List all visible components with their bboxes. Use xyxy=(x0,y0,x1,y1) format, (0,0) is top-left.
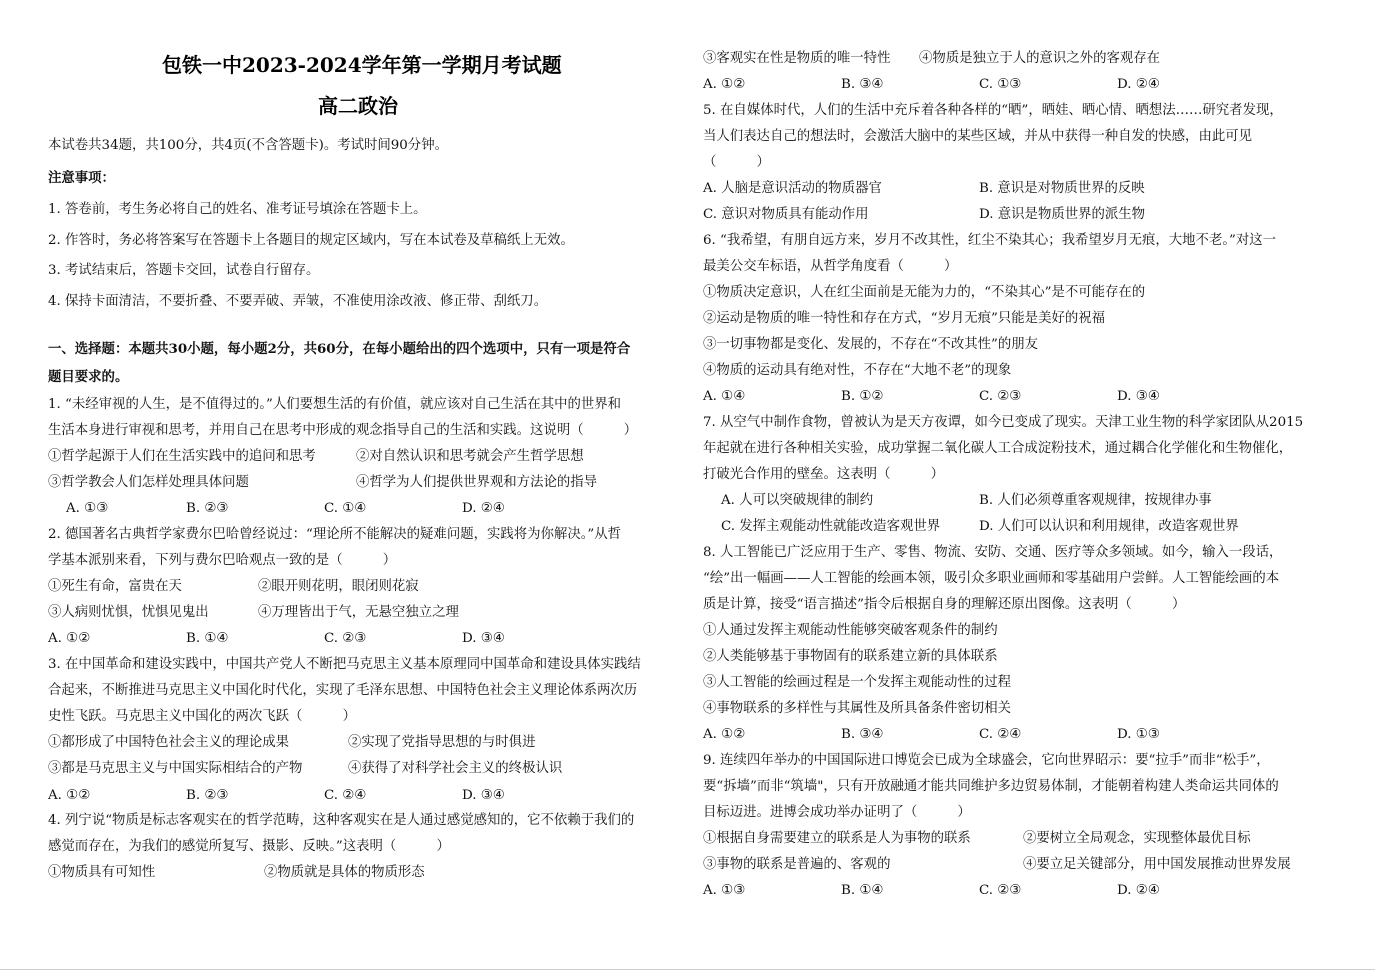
q1-stem: 1. “未经审视的人生，是不值得过的。”人们要想生活的有价值，就应该对自己生活在其中的世界和 xyxy=(48,397,622,412)
q2-statement-4: ④万理皆出于气，无悬空独立之理 xyxy=(258,605,459,620)
q5-option-d[interactable]: D. 意识是物质世界的派生物 xyxy=(979,207,1146,222)
q7-stem: 7. 从空气中制作食物，曾被认为是天方夜谭，如今已变成了现实。天津工业生物的科学家团队从2015 xyxy=(703,415,1304,430)
q1-option-a[interactable]: A. ①③ xyxy=(66,501,109,516)
q2-statement-3: ③人病则忧惧，忧惧见鬼出 xyxy=(48,605,209,620)
q9-option-a[interactable]: A. ①③ xyxy=(703,883,746,898)
notice-item: 2. 作答时，务必将答案写在答题卡上各题目的规定区域内，写在本试卷及草稿纸上无效。 xyxy=(48,233,574,248)
q6-option-d[interactable]: D. ③④ xyxy=(1117,389,1160,404)
q8-stem-cont: 质是计算，接受“语言描述”指令后根据自身的理解还原出图像。这表明（ ） xyxy=(703,597,1186,612)
notice-item: 1. 答卷前，考生务必将自己的姓名、准考证号填涂在答题卡上。 xyxy=(48,202,427,217)
q9-option-c[interactable]: C. ②③ xyxy=(979,883,1022,898)
q8-statement-4: ④事物联系的多样性与其属性及所具备条件密切相关 xyxy=(703,701,1011,716)
q3-stem-cont: 史性飞跃。马克思主义中国化的两次飞跃（ ） xyxy=(48,709,356,724)
q7-option-b[interactable]: B. 人们必须尊重客观规律，按规律办事 xyxy=(979,493,1212,508)
q9-option-d[interactable]: D. ②④ xyxy=(1117,883,1160,898)
q4-statement-2: ②物质就是具体的物质形态 xyxy=(264,865,425,880)
q8-statement-3: ③人工智能的绘画过程是一个发挥主观能动性的过程 xyxy=(703,675,1011,690)
q5-option-c[interactable]: C. 意识对物质具有能动作用 xyxy=(703,207,869,222)
q6-option-a[interactable]: A. ①④ xyxy=(703,389,746,404)
q2-statement-1: ①死生有命，富贵在天 xyxy=(48,579,182,594)
q1-statement-2: ②对自然认识和思考就会产生哲学思想 xyxy=(356,449,584,464)
q8-statement-1: ①人通过发挥主观能动性能够突破客观条件的制约 xyxy=(703,623,998,638)
q6-statement-2: ②运动是物质的唯一特性和存在方式，“岁月无痕”只能是美好的祝福 xyxy=(703,311,1106,326)
q6-option-c[interactable]: C. ②③ xyxy=(979,389,1022,404)
q6-stem-cont: 最美公交车标语，从哲学角度看（ ） xyxy=(703,259,958,274)
q4-option-b[interactable]: B. ③④ xyxy=(841,77,884,92)
q4-statement-4: ④物质是独立于人的意识之外的客观存在 xyxy=(919,51,1161,66)
q2-stem-cont: 学基本派别来看，下列与费尔巴哈观点一致的是（ ） xyxy=(48,553,397,568)
q6-statement-1: ①物质决定意识，人在红尘面前是无能为力的，“不染其心”是不可能存在的 xyxy=(703,285,1146,300)
q3-statement-4: ④获得了对科学社会主义的终极认识 xyxy=(348,761,563,776)
q7-option-c[interactable]: C. 发挥主观能动性就能改造客观世界 xyxy=(721,519,941,534)
q1-option-b[interactable]: B. ②③ xyxy=(186,501,229,516)
q1-statement-1: ①哲学起源于人们在生活实践中的追问和思考 xyxy=(48,449,316,464)
q4-statement-1: ①物质具有可知性 xyxy=(48,865,156,880)
q4-option-c[interactable]: C. ①③ xyxy=(979,77,1022,92)
q3-option-d[interactable]: D. ③④ xyxy=(462,788,505,803)
notice-item: 4. 保持卡面清洁，不要折叠、不要弄破、弄皱，不准使用涂改液、修正带、刮纸刀。 xyxy=(48,294,548,309)
q9-stem-cont: 目标迈进。进博会成功举办证明了（ ） xyxy=(703,805,971,820)
q3-statement-1: ①都形成了中国特色社会主义的理论成果 xyxy=(48,735,290,750)
q2-option-c[interactable]: C. ②③ xyxy=(324,631,367,646)
q8-stem-cont: “绘”出一幅画——人工智能的绘画本领，吸引众多职业画师和零基础用户尝鲜。人工智能绘画的本 xyxy=(703,571,1280,586)
q9-statement-1: ①根据自身需要建立的联系是人为事物的联系 xyxy=(703,831,971,846)
q3-statement-3: ③都是马克思主义与中国实际相结合的产物 xyxy=(48,761,303,776)
q5-stem-cont: （ ） xyxy=(703,155,770,170)
notice-title: 注意事项： xyxy=(48,170,115,186)
q1-option-c[interactable]: C. ①④ xyxy=(324,501,367,516)
q3-option-c[interactable]: C. ②④ xyxy=(324,788,367,803)
q1-statement-4: ④哲学为人们提供世界观和方法论的指导 xyxy=(356,475,598,490)
q8-stem: 8. 人工智能已广泛应用于生产、零售、物流、安防、交通、医疗等众多领域。如今，输入一段话， xyxy=(703,545,1283,560)
q9-statement-3: ③事物的联系是普遍的、客观的 xyxy=(703,857,891,872)
q6-option-b[interactable]: B. ①② xyxy=(841,389,884,404)
q9-statement-2: ②要树立全局观念，实现整体最优目标 xyxy=(1023,831,1251,846)
q4-stem-cont: 感觉而存在，为我们的感觉所复写、摄影、反映。”这表明（ ） xyxy=(48,839,450,854)
q2-option-d[interactable]: D. ③④ xyxy=(462,631,505,646)
q8-option-b[interactable]: B. ③④ xyxy=(841,727,884,742)
q9-statement-4: ④要立足关键部分，用中国发展推动世界发展 xyxy=(1023,857,1291,872)
q1-option-d[interactable]: D. ②④ xyxy=(462,501,505,516)
q8-statement-2: ②人类能够基于事物固有的联系建立新的具体联系 xyxy=(703,649,998,664)
q3-option-a[interactable]: A. ①② xyxy=(48,788,91,803)
q5-stem-cont: 当人们表达自己的想法时，会激活大脑中的某些区域，并从中获得一种自发的快感，由此可见 xyxy=(703,129,1253,144)
q7-stem-cont: 年起就在进行各种相关实验，成功掌握二氧化碳人工合成淀粉技术，通过耦合化学催化和生物催化， xyxy=(703,441,1293,456)
q7-stem-cont: 打破光合作用的壁垒。这表明（ ） xyxy=(703,467,945,482)
q9-stem-cont: 要“拆墙”而非“筑墙"，只有开放融通才能共同维护多边贸易体制，才能朝着构建人类命运共同体的 xyxy=(703,779,1279,794)
q7-option-a[interactable]: A. 人可以突破规律的制约 xyxy=(721,493,874,508)
subject-title: 高二政治 xyxy=(318,94,398,118)
q3-stem: 3. 在中国革命和建设实践中，中国共产党人不断把马克思主义基本原理同中国革命和建设具体实践结 xyxy=(48,657,641,672)
q2-stem: 2. 德国著名古典哲学家费尔巴哈曾经说过：“理论所不能解决的疑难问题，实践将为你解决。”从哲 xyxy=(48,527,622,542)
section-heading-cont: 题目要求的。 xyxy=(48,369,129,385)
q4-option-a[interactable]: A. ①② xyxy=(703,77,746,92)
q6-statement-3: ③一切事物都是变化、发展的，不存在“不改其性”的朋友 xyxy=(703,337,1039,352)
q7-option-d[interactable]: D. 人们可以认识和利用规律，改造客观世界 xyxy=(979,519,1239,534)
q2-option-b[interactable]: B. ①④ xyxy=(186,631,229,646)
q9-option-b[interactable]: B. ①④ xyxy=(841,883,884,898)
q5-option-a[interactable]: A. 人脑是意识活动的物质器官 xyxy=(703,181,882,196)
q8-option-c[interactable]: C. ②④ xyxy=(979,727,1022,742)
q3-statement-2: ②实现了党指导思想的与时俱进 xyxy=(348,735,536,750)
q1-stem-cont: 生活本身进行审视和思考，并用自己在思考中形成的观念指导自己的生活和实践。这说明（ ） xyxy=(48,423,638,438)
q4-stem: 4. 列宁说“物质是标志客观实在的哲学范畴，这种客观实在是人通过感觉感知的，它不依赖于我们的 xyxy=(48,813,635,828)
q3-stem-cont: 合起来，不断推进马克思主义中国化时代化，实现了毛泽东思想、中国特色社会主义理论体系两次历 xyxy=(48,683,638,698)
q2-statement-2: ②眼开则花明，眼闭则花寂 xyxy=(258,579,419,594)
q6-stem: 6. “我希望，有朋自远方来，岁月不改其性，红尘不染其心；我希望岁月无痕，大地不老。”对这一 xyxy=(703,233,1277,248)
q4-statement-3: ③客观实在性是物质的唯一特性 xyxy=(703,51,891,66)
q5-option-b[interactable]: B. 意识是对物质世界的反映 xyxy=(979,181,1145,196)
q8-option-d[interactable]: D. ①③ xyxy=(1117,727,1160,742)
q5-stem: 5. 在自媒体时代，人们的生活中充斥着各种各样的“晒”，晒娃、晒心情、晒想法……研究者发现， xyxy=(703,103,1283,118)
q9-stem: 9. 连续四年举办的中国国际进口博览会已成为全球盛会，它向世界昭示：要“拉手”而非“松手”， xyxy=(703,753,1270,768)
exam-summary: 本试卷共34题，共100分，共4页(不含答题卡)。考试时间90分钟。 xyxy=(48,138,448,153)
exam-title: 包铁一中2023-2024学年第一学期月考试题 xyxy=(162,53,562,77)
q1-statement-3: ③哲学教会人们怎样处理具体问题 xyxy=(48,475,249,490)
q6-statement-4: ④物质的运动具有绝对性，不存在“大地不老”的现象 xyxy=(703,363,1012,378)
notice-item: 3. 考试结束后，答题卡交回，试卷自行留存。 xyxy=(48,263,320,278)
q8-option-a[interactable]: A. ①② xyxy=(703,727,746,742)
q2-option-a[interactable]: A. ①② xyxy=(48,631,91,646)
q3-option-b[interactable]: B. ②③ xyxy=(186,788,229,803)
section-heading: 一、选择题：本题共30小题，每小题2分，共60分，在每小题给出的四个选项中，只有一项是符合 xyxy=(48,341,631,357)
page-bottom-divider xyxy=(0,969,1375,970)
q4-option-d[interactable]: D. ②④ xyxy=(1117,77,1160,92)
